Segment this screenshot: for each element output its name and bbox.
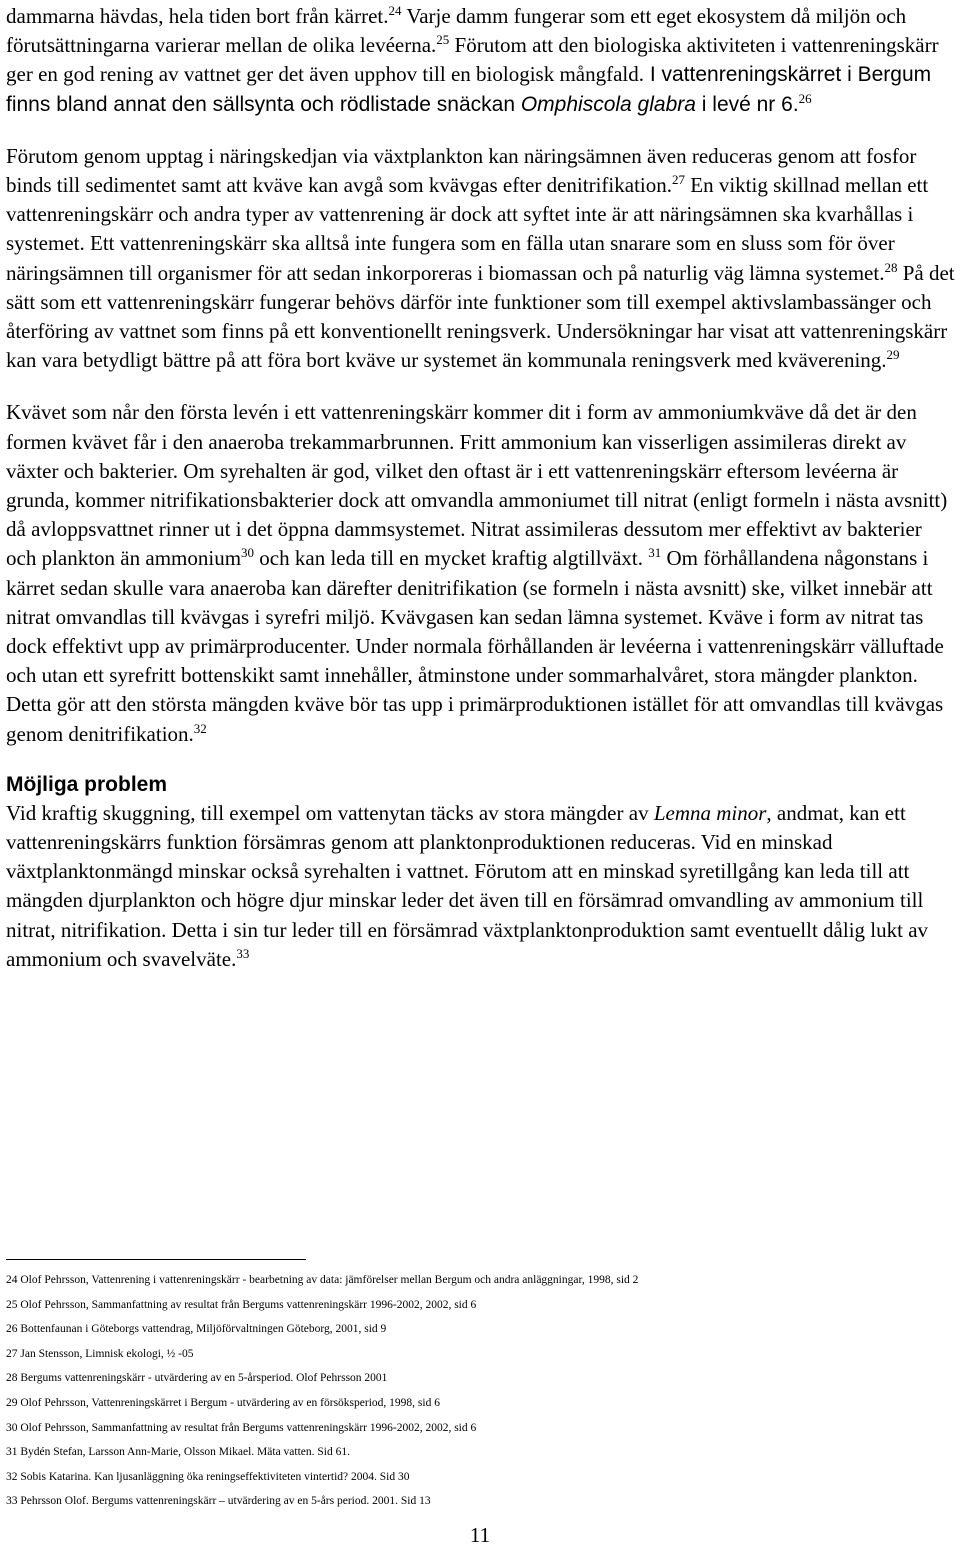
footnote-30: 30 Olof Pehrsson, Sammanfattning av resultat från Bergums vattenreningskärr 1996-2002, 2002, sid 6 xyxy=(6,1421,477,1434)
text-run: Kvävet som når den första levén i ett vattenreningskärr kommer dit i form av ammoniumkväve då det är den formen kvävet får i den anaeroba trekammarbrunnen. Fritt ammonium kan visserligen assimileras direkt av växter och bakterier. Om syrehalten är god, vilket den oftast är i ett vattenreningskärr eftersom levéerna är grunda, kommer nitrifikationsbakterier dock att omvandla ammoniumet till nitrat (enligt formeln i nästa avsnitt) då avloppsvattnet rinner ut i det öppna dammsystemet. Nitrat assimileras dessutom mer effektivt av bakterier och plankton än ammonium xyxy=(6,400,948,571)
footnote-ref-29[interactable]: 29 xyxy=(886,347,900,363)
paragraph-ecosystem xyxy=(6,2,956,119)
footnote-ref-26[interactable]: 26 xyxy=(798,90,812,106)
footnote-27: 27 Jan Stensson, Limnisk ekologi, ½ -05 xyxy=(6,1347,194,1360)
footnote-ref-28[interactable]: 28 xyxy=(884,259,898,275)
footnote-ref-30[interactable]: 30 xyxy=(241,545,255,561)
text-run: i levé nr 6. xyxy=(695,92,799,116)
footnote-29: 29 Olof Pehrsson, Vattenreningskärret i Bergum - utvärdering av en försöksperiod, 1998, sid 6 xyxy=(6,1396,440,1409)
footnote-32: 32 Sobis Katarina. Kan ljusanläggning öka reningseffektiviteten vintertid? 2004. Sid 30 xyxy=(6,1470,410,1483)
footnote-33: 33 Pehrsson Olof. Bergums vattenreningskärr – utvärdering av en 5-års period. 2001. Sid 13 xyxy=(6,1495,431,1508)
footnote-ref-32[interactable]: 32 xyxy=(193,720,207,736)
footnote-24: 24 Olof Pehrsson, Vattenrening i vattenreningskärr - bearbetning av data: jämförelser mellan Bergum och andra anläggningar, 1998, sid 2 xyxy=(6,1274,639,1286)
text-run: Varje damm fungerar som ett eget ekosystem då miljön och förutsättningarna varierar mellan de olika levéerna. xyxy=(6,4,907,58)
footnote-ref-24[interactable]: 24 xyxy=(388,3,402,18)
text-run: Förutom genom upptag i näringskedjan via växtplankton kan näringsämnen även reduceras genom att fosfor binds till sedimentet samt att kväve kan avgå som kvävgas efter denitrifikation. xyxy=(6,143,917,198)
document-page xyxy=(6,2,956,974)
text-run: Om förhållandena någonstans i kärret sedan skulle vara anaeroba kan därefter denitrifikation (se formeln i nästa avsnitt) ske, vilket innebär att nitrat omvandlas till kvävgas i syrefri miljö. Kvävgasen kan sedan lämna systemet. Kväve i form av nitrat tas dock effektivt upp av primärproducenter. Under normala förhållanden är levéerna i vattenreningskärr välluftade och utan ett syrefritt bottenskikt samt innehåller, åtminstone under sommarhalvåret, stora mängder plankton. Detta gör att den största mängden kväve bör tas upp i primärproduktionen istället för att omvandlas till kvävgas genom denitrifikation. xyxy=(6,546,944,746)
text-run: I vattenreningskärret i Bergum finns bland annat den sällsynta och rödlistade snäckan xyxy=(6,63,932,116)
text-run: Förutom att den biologiska aktiviteten i vattenreningskärr ger en god rening av vattnet ger det även upphov till en biologisk mångfald. xyxy=(6,33,939,87)
species-name: Omphiscola glabra xyxy=(520,92,696,116)
text-run: Vid kraftig skuggning, till exempel om vattenytan täcks av stora mängder av xyxy=(6,800,654,825)
footnote-25: 25 Olof Pehrsson, Sammanfattning av resultat från Bergums vattenreningskärr 1996-2002, 2002, sid 6 xyxy=(6,1298,477,1311)
footnote-31: 31 Bydén Stefan, Larsson Ann-Marie, Olsson Mikael. Mäta vatten. Sid 61. xyxy=(6,1446,350,1459)
species-name: Lemna minor xyxy=(653,800,767,825)
paragraph-nitrogen xyxy=(6,398,956,748)
footnote-ref-27[interactable]: 27 xyxy=(672,172,685,188)
text-run: , andmat, kan ett vattenreningskärrs funktion försämras genom att planktonproduktionen reduceras. Vid en minskad växtplanktonmängd minskar också syrehalten i vattnet. Förutom att en minskad syretillgång kan leda till att mängden djurplankton och högre djur minskar leder det även till en försämrad omvandling av ammonium till nitrat, nitrifikation. Detta i sin tur leder till en försämrad växtplanktonproduktion samt eventuellt dålig lukt av ammonium och svavelväte. xyxy=(6,800,929,971)
footnote-ref-33[interactable]: 33 xyxy=(236,945,250,961)
footnote-26: 26 Bottenfaunan i Göteborgs vattendrag, Miljöförvaltningen Göteborg, 2001, sid 9 xyxy=(6,1323,387,1336)
text-run: En viktig skillnad mellan ett vattenreningskärr och andra typer av vattenrening är dock att syftet inte är att näringsämnen ska kvarhållas i systemet. Ett vattenreningskärr ska alltså inte fungera som en fälla utan snarare som en sluss som för över näringsämnen till organismer för att sedan inkorporeras i biomassan och på naturlig väg lämna systemet. xyxy=(6,173,929,285)
paragraph-nutrients xyxy=(6,142,956,376)
footnote-ref-31[interactable]: 31 xyxy=(648,545,662,561)
footnote-separator xyxy=(6,1259,306,1260)
footnote-ref-25[interactable]: 25 xyxy=(436,32,450,48)
footnote-28: 28 Bergums vattenreningskärr - utvärdering av en 5-årsperiod. Olof Pehrsson 2001 xyxy=(6,1372,388,1385)
text-run: På det sätt som ett vattenreningskärr fungerar behövs därför inte funktioner som till exempel aktivslambassänger och återföring av vattnet som finns på ett konventionellt reningsverk. Undersökningar har visat att vattenreningskärr kan vara betydligt bättre på att föra bort kväve ur systemet än kommunala reningsverk med kväverening. xyxy=(6,260,955,373)
text-run: dammarna hävdas, hela tiden bort från kärret. xyxy=(6,4,389,28)
text-run: och kan leda till en mycket kraftig algtillväxt. xyxy=(254,546,649,571)
footnote-list xyxy=(6,1268,956,1514)
page-number: 11 xyxy=(469,1523,491,1547)
section-heading: Möjliga problem xyxy=(6,772,168,796)
paragraph-problems xyxy=(6,799,956,974)
